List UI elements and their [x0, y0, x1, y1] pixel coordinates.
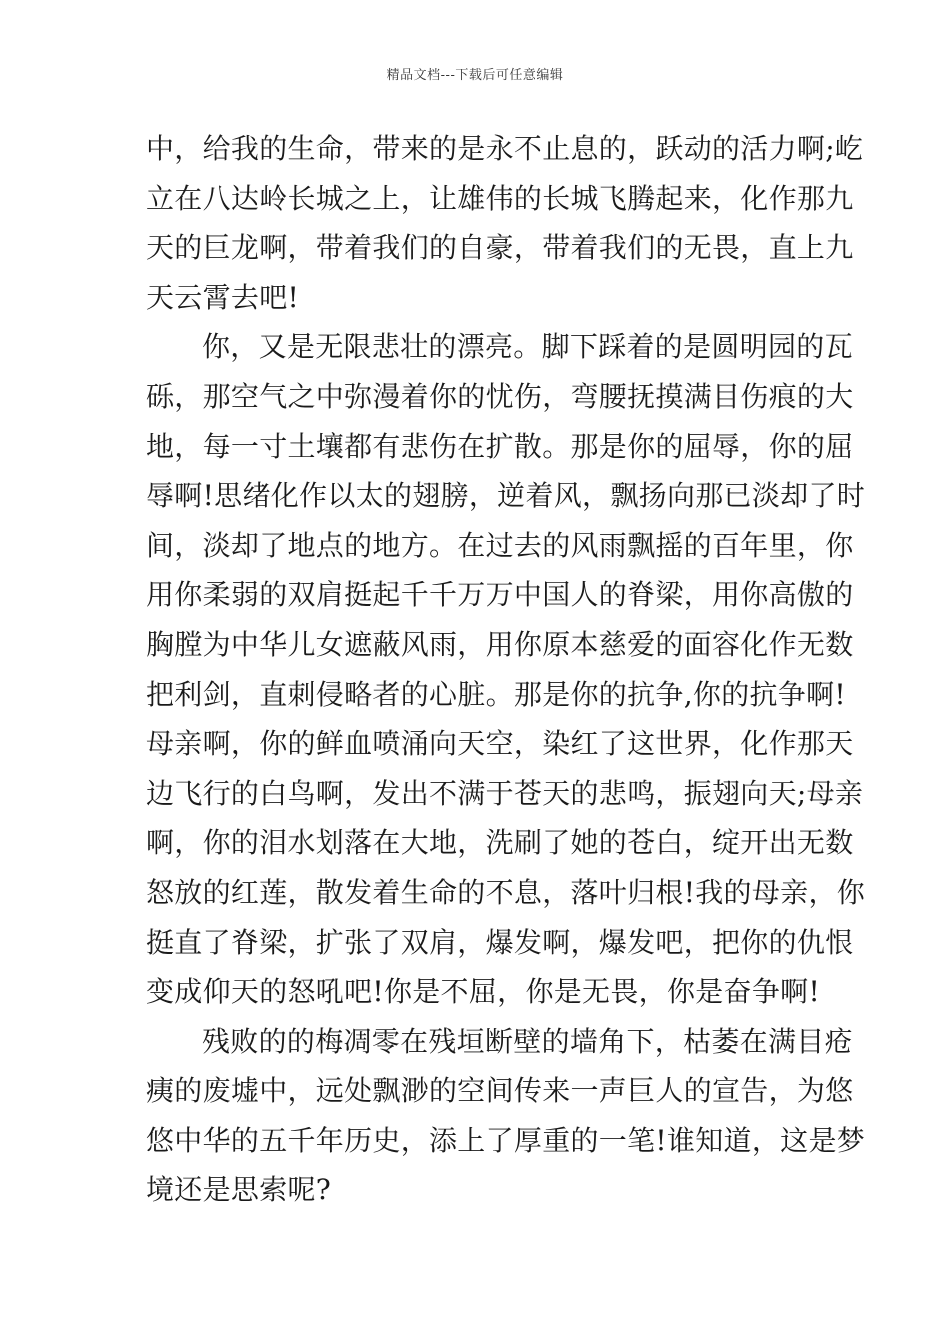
page-header: 精品文档---下载后可任意编辑: [386, 68, 564, 83]
text-line: 母亲啊，你的鲜血喷涌向天空，染红了这世界，化作那天: [146, 727, 854, 761]
text-line: 用你柔弱的双肩挺起千千万万中国人的脊梁，用你高傲的: [146, 578, 854, 612]
text-line: 立在八达岭长城之上，让雄伟的长城飞腾起来，化作那九: [146, 181, 854, 215]
text-line: 你，又是无限悲壮的漂亮。脚下踩着的是圆明园的瓦: [202, 330, 853, 364]
text-line: 中，给我的生命，带来的是永不止息的，跃动的活力啊;屹: [146, 132, 864, 165]
text-line: 天的巨龙啊，带着我们的自豪，带着我们的无畏，直上九: [146, 231, 854, 265]
text-line: 地，每一寸土壤都有悲伤在扩散。那是你的屈辱，你的屈: [146, 429, 854, 463]
text-line: 把利剑，直刺侵略者的心脏。那是你的抗争,你的抗争啊!: [146, 677, 846, 711]
text-line: 挺直了脊梁，扩张了双肩，爆发啊，爆发吧，把你的仇恨: [146, 925, 854, 959]
text-line: 天云霄去吧!: [146, 280, 300, 314]
text-line: 边飞行的白鸟啊，发出不满于苍天的悲鸣，振翅向天;母亲: [146, 776, 864, 810]
text-line: 悠中华的五千年历史，添上了厚重的一笔!谁知道，这是梦: [146, 1123, 866, 1157]
text-line: 变成仰天的怒吼吧!你是不屈，你是无畏，你是奋争啊!: [146, 975, 821, 1009]
text-line: 砾，那空气之中弥漫着你的忧伤，弯腰抚摸满目伤痕的大: [146, 379, 854, 413]
text-line: 境还是思索呢?: [146, 1173, 332, 1207]
text-line: 间，淡却了地点的地方。在过去的风雨飘摇的百年里，你: [146, 528, 854, 562]
text-line: 痍的废墟中，远处飘渺的空间传来一声巨人的宣告，为悠: [146, 1074, 854, 1108]
text-line: 残败的的梅凋零在残垣断壁的墙角下，枯萎在满目疮: [202, 1024, 853, 1058]
body-text: [146, 124, 866, 1215]
text-line: 辱啊!思绪化作以太的翅膀，逆着风，飘扬向那已淡却了时: [146, 479, 866, 513]
text-line: 怒放的红莲，散发着生命的不息，落叶归根!我的母亲，你: [146, 875, 866, 909]
text-line: 胸膛为中华儿女遮蔽风雨，用你原本慈爱的面容化作无数: [146, 627, 854, 661]
text-line: 啊，你的泪水划落在大地，洗刷了她的苍白，绽开出无数: [146, 826, 854, 860]
